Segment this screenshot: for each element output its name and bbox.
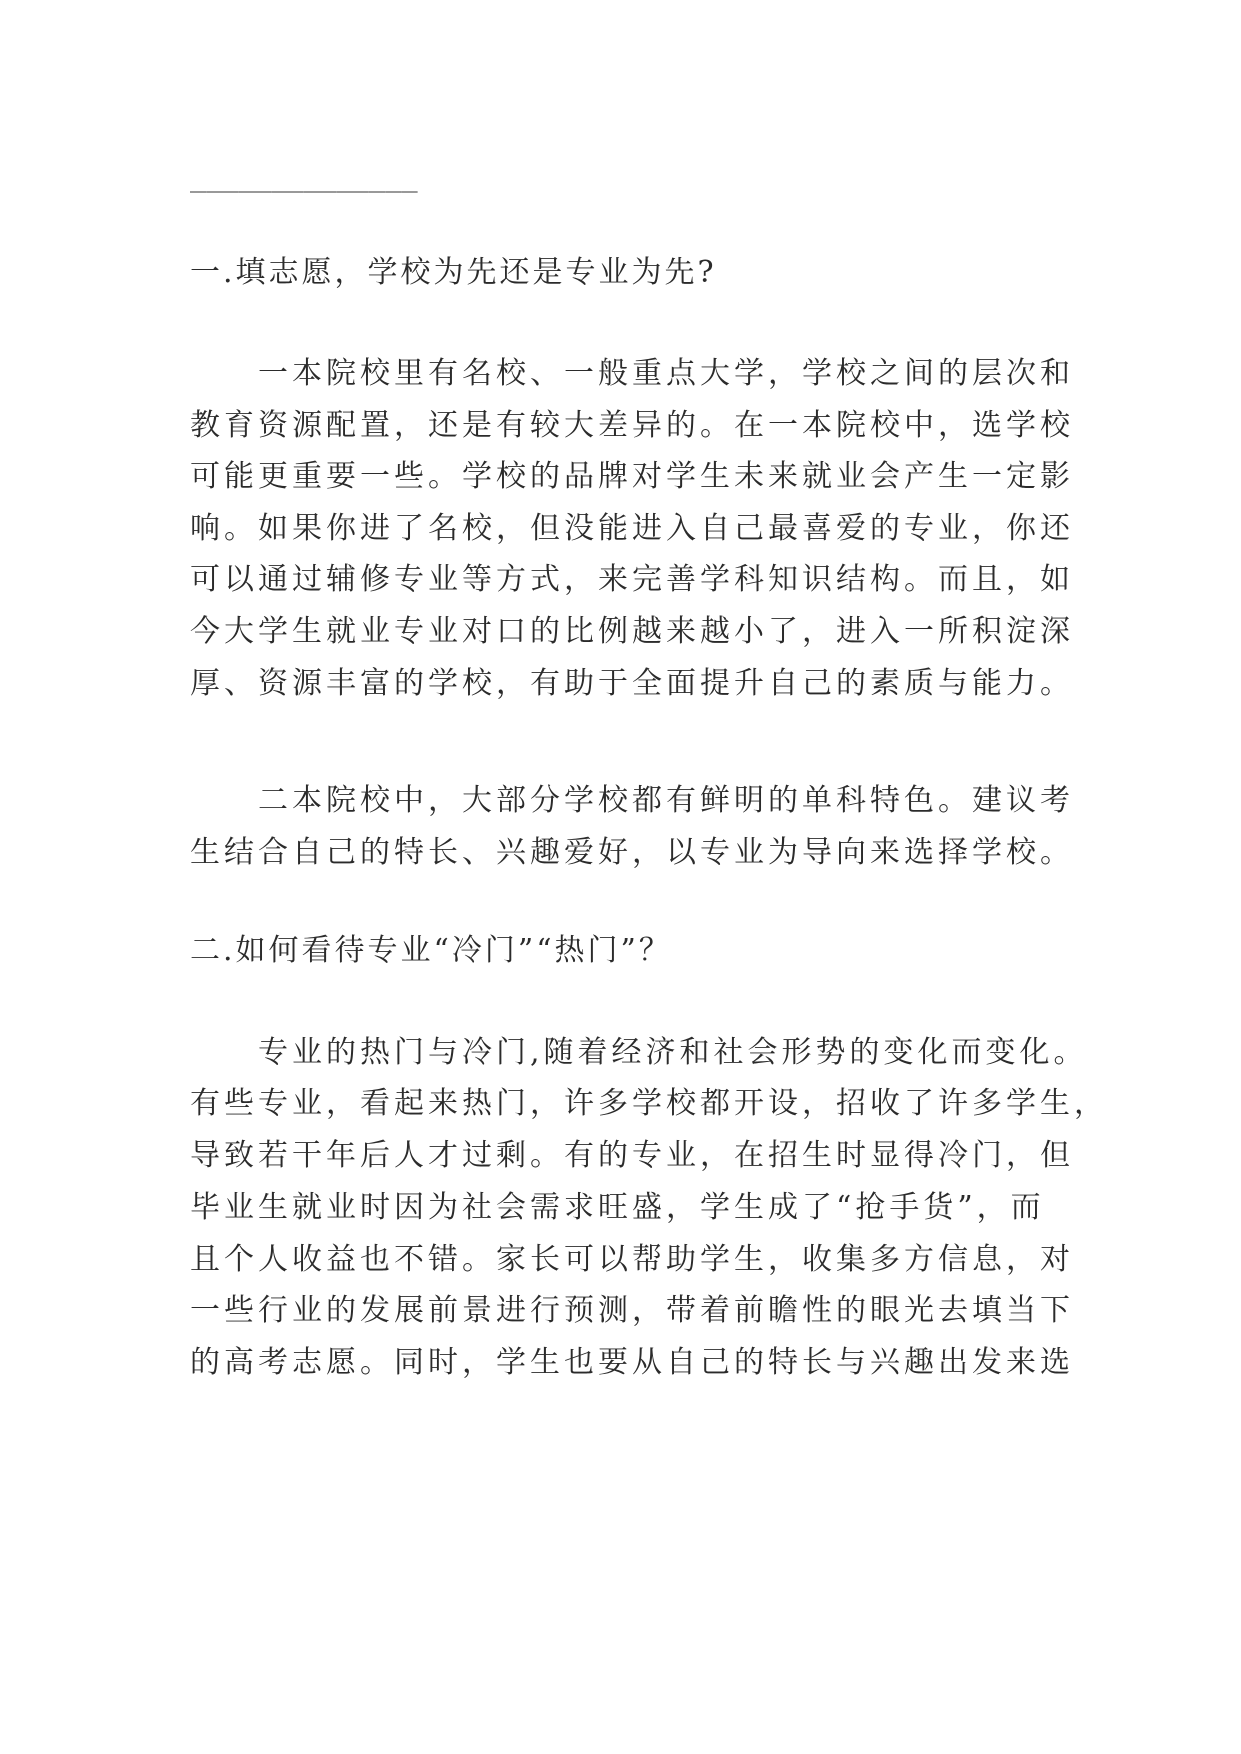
section-1-paragraph-2-line: 生结合自己的特长、兴趣爱好，以专业为导向来选择学校。 xyxy=(190,835,1074,870)
section-2-paragraph-1-line: 有些专业，看起来热门，许多学校都开设，招收了许多学生， xyxy=(190,1086,1108,1121)
section-1-paragraph-1-line: 厚、资源丰富的学校，有助于全面提升自己的素质与能力。 xyxy=(190,666,1074,701)
section-1-paragraph-1-line: 教育资源配置，还是有较大差异的。在一本院校中，选学校 xyxy=(190,408,1074,443)
separator-line: ______________ xyxy=(190,162,418,193)
section-2-paragraph-1-line: 专业的热门与冷门,随着经济和社会形势的变化而变化。 xyxy=(258,1035,1088,1070)
section-2-paragraph-1-line: 导致若干年后人才过剩。有的专业，在招生时显得冷门，但 xyxy=(190,1138,1074,1173)
section-1-paragraph-1-line: 可能更重要一些。学校的品牌对学生未来就业会产生一定影 xyxy=(190,459,1074,494)
section-2-paragraph-1-line: 且个人收益也不错。家长可以帮助学生，收集多方信息，对 xyxy=(190,1242,1074,1277)
section-1-paragraph-1-line: 一本院校里有名校、一般重点大学，学校之间的层次和 xyxy=(258,356,1074,391)
section-1-heading: 一.填志愿，学校为先还是专业为先? xyxy=(190,255,717,290)
section-2-paragraph-1-line: 一些行业的发展前景进行预测，带着前瞻性的眼光去填当下 xyxy=(190,1293,1074,1328)
section-1-paragraph-2-line: 二本院校中，大部分学校都有鲜明的单科特色。建议考 xyxy=(258,783,1074,818)
section-1-paragraph-1-line: 今大学生就业专业对口的比例越来越小了，进入一所积淀深 xyxy=(190,614,1074,649)
section-1-paragraph-1-line: 响。如果你进了名校，但没能进入自己最喜爱的专业，你还 xyxy=(190,511,1074,546)
section-2-paragraph-1-line: 的高考志愿。同时，学生也要从自己的特长与兴趣出发来选 xyxy=(190,1345,1074,1380)
section-2-heading: 二.如何看待专业“冷门”“热门”？ xyxy=(190,933,672,968)
section-2-paragraph-1-line: 毕业生就业时因为社会需求旺盛，学生成了“抢手货”，而 xyxy=(190,1190,1045,1225)
section-1-paragraph-1-line: 可以通过辅修专业等方式，来完善学科知识结构。而且，如 xyxy=(190,562,1074,597)
